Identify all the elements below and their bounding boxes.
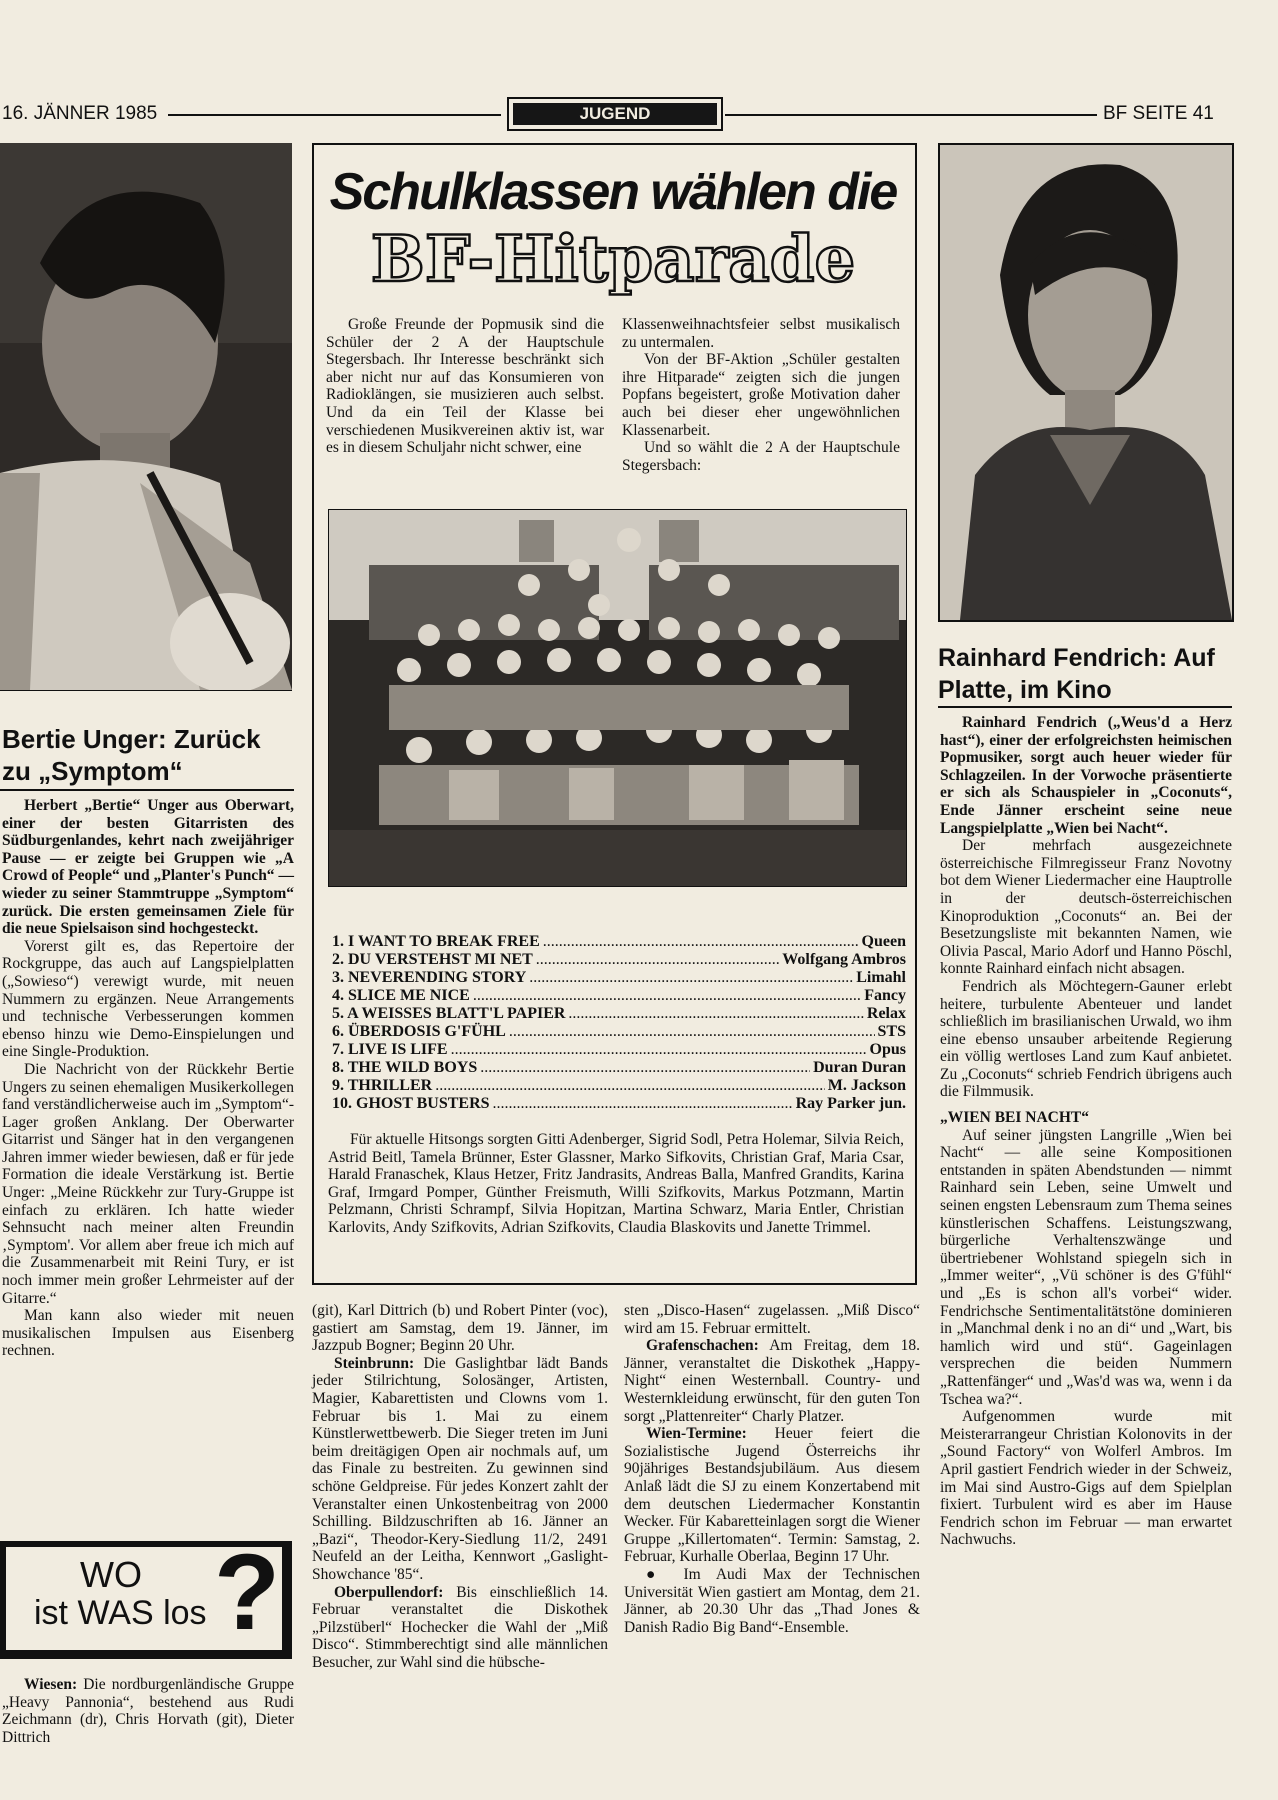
- disco-continuation: sten „Disco-Hasen“ zugelassen. „Miß Disco“ wird am 15. Februar ermittelt.: [624, 1302, 920, 1337]
- photo-fendrich-illustration: [940, 145, 1232, 620]
- hitparade-headline: Schulklassen wählen die: [329, 163, 897, 221]
- events-column-2: [624, 1302, 920, 1636]
- hitparade-intro-right: [622, 316, 900, 474]
- oberpullendorf-label: Oberpullendorf:: [334, 1583, 444, 1601]
- photo-bertie-unger: [0, 143, 292, 690]
- chart-entry-4: 4. SLICE ME NICE ..... Fancy: [332, 987, 906, 1005]
- header-rule-left: [168, 114, 501, 116]
- events-continuation: (git), Karl Dittrich (b) und Robert Pinter (voc), gastiert am Samstag, dem 19. Jänner, im Jazzpub Bogner; Beginn 20 Uhr.: [312, 1302, 608, 1355]
- bertie-paragraph-4: Man kann also wieder mit neuen musikalischen Impulsen aus Eisenberg rechnen.: [2, 1307, 294, 1360]
- wo-ist-was-los-box: [0, 1531, 292, 1659]
- chart-entry-7: 7. LIVE IS LIFE ..... Opus: [332, 1041, 906, 1059]
- bullet-icon: ●: [646, 1565, 668, 1583]
- photo-bertie-unger-illustration: [0, 143, 292, 690]
- hitparade-title: BF-Hitparade: [370, 222, 856, 297]
- chart-entry-6: 6. ÜBERDOSIS G'FÜHL ..... STS: [332, 1023, 906, 1041]
- ist-was-los-label: ist WAS los: [34, 1594, 207, 1632]
- steinbrunn-text: Die Gaslightbar lädt Bands jeder Stilrichtung, Solosänger, Artisten, Magier, Kabarettisten und Clowns vom 1. Februar bis 1. Mai zu einem Künstlerwettbewerb. Die Sieger treten im Juni beim dreitägigen Open air nochmals auf, um das Finale zu bestreiten. Zu gewinnen sind schöne Geldpreise. Für jedes Konzert zahlt der Veranstalter einen Unkostenbeitrag von 2000 Schilling. Bildzuschriften ab 16. Jänner an „Bazi“, Theodor-Kery-Siedlung 11/2, 2491 Neufeld an der Leitha, Kennwort „Gaslight-Showchance '85“.: [312, 1354, 608, 1583]
- chart-entry-2: 2. DU VERSTEHST MI NET ..... Wolfgang Ambros: [332, 951, 906, 969]
- wiesen-event: [2, 1676, 294, 1746]
- bertie-paragraph-2: Vorerst gilt es, das Repertoire der Rockgruppe, das auch auf Langspielplatten („Sowieso“) verewigt wurde, mit neuen Nummern zu ergänzen. Neue Arrangements und technische Verbesserungen kommen ebenso hinzu wie Demo-Einspielungen und eine Single-Produktion.: [2, 937, 294, 1061]
- grafenschachen-text: Am Freitag, dem 18. Jänner, veranstaltet die Diskothek „Happy-Night“ einen Westernball. Country- und Westernkleidung erwünscht, für den guten Ton sorgt „Plattenreiter“ Charly Platzer.: [624, 1337, 920, 1425]
- photo-school-class-illustration: [329, 510, 906, 886]
- audimax-text: Im Audi Max der Technischen Universität Wien gastiert am Montag, dem 21. Jänner, ab 20.30 Uhr das „Thad Jones & Danish Radio Big Band“-Ensemble.: [624, 1565, 920, 1636]
- header-rule-right: [725, 114, 1097, 116]
- fendrich-paragraph-4: Auf seiner jüngsten Langrille „Wien bei Nacht“ — alle seine Kompositionen entstanden in späten Abendstunden — nimmt Rainhard sein Leben, seine Umwelt und seinen engsten Lebensraum zum Thema seines künstlerischen Schaffens. Leistungszwang, bürgerliche Verhaltenszwänge und übertriebener Wohlstand spiegeln sich in „Immer weiter“, „Vü schöner is des G'fühl“ und „Es is schon all's vorbei“ wider. Fendrichsche Sentimentalitätstöne dominieren in „Manchmal denk i no an di“ und „Wart, bis hamlich wird und stü“. Gageinlagen versprechen die beiden Nummern „Rattenfänger“ und „Was'd was wa, wenn i da Tschea wa?“.: [940, 1126, 1232, 1408]
- wien-termine-label: Wien-Termine:: [646, 1425, 747, 1443]
- fendrich-article: [940, 714, 1232, 1549]
- chart-entry-8: 8. THE WILD BOYS ..... Duran Duran: [332, 1059, 906, 1077]
- hitparade-intro-text: Große Freunde der Popmusik sind die Schüler der 2 A der Hauptschule Stegersbach. Ihr Interesse beschränkt sich aber nicht nur auf das Konsumieren von Radioklängen, sie musizieren auch selbst. Und da ein Teil der Klasse bei verschiedenen Musikvereinen aktiv ist, war es in diesem Schuljahr nicht schwer, eine: [326, 316, 604, 457]
- bertie-paragraph-lead: Herbert „Bertie“ Unger aus Oberwart, einer der besten Gitarristen des Südburgenlandes, kehrt nach zweijähriger Pause — er zeigte bei Gruppen wie „A Crowd of People“ und „Planter's Punch“ — wieder zu seiner Stammtruppe „Symptom“ zurück. Die ersten gemeinsamen Ziele für die neue Spielsaison sind hochgesteckt.: [2, 797, 294, 938]
- grafenschachen-label: Grafenschachen:: [646, 1337, 759, 1355]
- section-label: JUGEND: [513, 103, 717, 125]
- chart-entry-10: 10. GHOST BUSTERS ..... Ray Parker jun.: [332, 1095, 906, 1113]
- wo-ist-was-los-inner: [6, 1531, 282, 1652]
- fendrich-headline: Rainhard Fendrich: Auf Platte, im Kino: [938, 644, 1215, 704]
- question-mark: ?: [214, 1531, 280, 1652]
- fendrich-paragraph-2: Der mehrfach ausgezeichnete österreichische Filmregisseur Franz Novotny bot dem Wiener Liedermacher eine Hauptrolle in der deutsch-österreichischen Kinoproduktion „Coconuts“ an. Bei der Besetzungsliste mit bekannten Namen, wie Olivia Pascal, Mario Adorf und Hanno Pöschl, konnte Rainhard einfach nicht absagen.: [940, 837, 1232, 978]
- oberpullendorf-text: Bis einschließlich 14. Februar veranstaltet die Diskothek „Pilzstüberl“ Hochecker die Wahl der „Miß Disco“. Stimmberechtigt sind alle männlichen Besucher, zur Wahl sind die hübsche-: [312, 1583, 608, 1671]
- fendrich-paragraph-5: Aufgenommen wurde mit Meisterarrangeur Christian Kolonovits in der „Sound Factory“ von Wolferl Ambros. Im April gastiert Fendrich wieder in der Schweiz, im Mai sind Austro-Gigs auf dem Spielplan fixiert. Turbulent wird es aber im Hause Fendrich schon im Februar — man erwartet Nachwuchs.: [940, 1408, 1232, 1549]
- wiesen-label: Wiesen:: [24, 1676, 78, 1693]
- bertie-headline-rule: [0, 789, 294, 791]
- bertie-headline: Bertie Unger: Zurück zu „Symptom“: [2, 724, 261, 786]
- photo-school-class: [328, 509, 907, 887]
- fendrich-paragraph-3: Fendrich als Möchtegern-Gauner erlebt heitere, turbulente Abenteuer und landet schließlich im brasilianischen Urwald, wo ihm eine ebenso unsauber arbeitende Regierung ein völlig wertloses Land zum Kauf anbietet. Zu „Coconuts“ schrieb Fendrich übrigens auch die Filmmusik.: [940, 977, 1232, 1101]
- wiesen-text: Die nordburgenländische Gruppe „Heavy Pannonia“, bestehend aus Rudi Zeichmann (dr), Chris Horvath (git), Dieter Dittrich: [2, 1676, 294, 1746]
- page-number: BF SEITE 41: [1103, 103, 1214, 124]
- bertie-paragraph-3: Die Nachricht von der Rückkehr Bertie Ungers zu seinen ehemaligen Musikerkollegen fand verständlicherweise auch im „Symptom“-Lager großen Anklang. Der Oberwarter Gitarrist und Sänger hat in den vergangenen Jahren immer wieder bewiesen, daß er für jede Formation die ideale Verstärkung ist. Bertie Unger: „Meine Rückkehr zur Tury-Gruppe ist einfach zu erklären. Ich hatte wieder Sehnsucht nach meiner alten Freundin ‚Symptom'. Vor allem aber freue ich mich auf die Zusammenarbeit mit Reini Tury, er ist noch immer mein großer Lehrmeister auf der Gitarre.“: [2, 1060, 294, 1307]
- hitparade-intro-p2: Von der BF-Aktion „Schüler gestalten ihre Hitparade“ zeigten sich die jungen Popfans begeistert, große Motivation daher auch bei dieser eher ungewöhnlichen Klassenarbeit.: [622, 351, 900, 439]
- wo-label: WO: [80, 1554, 142, 1595]
- chart-entry-3: 3. NEVERENDING STORY ..... Limahl: [332, 969, 906, 987]
- hitparade-credits-text: Für aktuelle Hitsongs sorgten Gitti Adenberger, Sigrid Sodl, Petra Holemar, Silvia Reich, Astrid Beitl, Tamela Brünner, Ester Glassner, Marko Sifkovits, Christian Graf, Maria Csar, Harald Franaschek, Klaus Hetzer, Fritz Jandrasits, Andreas Balla, Manfred Grandits, Karina Graf, Irmgard Pomper, Günther Freismuth, Willi Szifkovits, Markus Potzmann, Martin Pelzmann, Christi Schrampf, Silvia Hopitzan, Martina Schwarz, Maria Entler, Christian Karlovits, Andy Szifkovits, Adrian Szifkovits, Claudia Blaskovits und Janette Trimmel.: [328, 1131, 904, 1236]
- photo-rainhard-fendrich: [938, 143, 1234, 622]
- events-column-1: [312, 1302, 608, 1671]
- fendrich-lead: Rainhard Fendrich („Weus'd a Herz hast“), einer der erfolgreichsten heimischen Popmusiker, sorgt auch heuer wieder für Schlagzeilen. In der Vorwoche präsentierte er sich als Schauspieler in „Coconuts“, Ende Jänner erscheint seine neue Langspielplatte „Wien bei Nacht“.: [940, 714, 1232, 837]
- fendrich-subhead: „WIEN BEI NACHT“: [940, 1109, 1089, 1127]
- chart-entry-9: 9. THRILLER ..... M. Jackson: [332, 1077, 906, 1095]
- fendrich-headline-rule: [938, 706, 1232, 708]
- issue-date: 16. JÄNNER 1985: [2, 103, 158, 124]
- hitparade-intro-p1: Klassenweihnachtsfeier selbst musikalisch zu untermalen.: [622, 316, 900, 351]
- photo-rule: [0, 690, 292, 691]
- wien-termine-text: Heuer feiert die Sozialistische Jugend Österreichs ihr 90jähriges Bestandsjubiläum. Aus diesem Anlaß lädt die SJ zu einem Konzertabend mit dem deutschen Liedermacher Konstantin Wecker. Für Kabaretteinlagen sorgt die Wiener Gruppe „Killertomaten“. Termin: Samstag, 2. Februar, Kurhalle Oberlaa, Beginn 17 Uhr.: [624, 1425, 921, 1566]
- hitparade-credits: [328, 1131, 904, 1237]
- chart-entry-1: 1. I WANT TO BREAK FREE ..... Queen: [332, 933, 906, 951]
- section-label-box: [507, 97, 723, 131]
- steinbrunn-label: Steinbrunn:: [334, 1354, 415, 1372]
- hitparade-intro-left: [326, 316, 604, 457]
- hitparade-chart: [332, 933, 906, 1113]
- hitparade-intro-p3: Und so wählt die 2 A der Hauptschule Stegersbach:: [622, 439, 900, 474]
- chart-entry-5: 5. A WEISSES BLATT'L PAPIER ..... Relax: [332, 1005, 906, 1023]
- bertie-article: [2, 797, 294, 1360]
